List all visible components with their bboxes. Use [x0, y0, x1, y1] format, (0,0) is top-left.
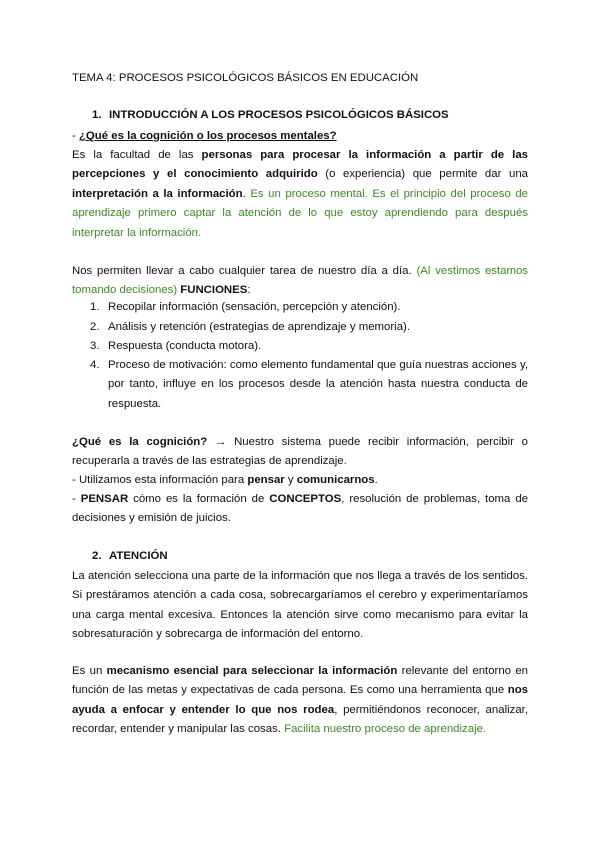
paragraph-cognition: Es la facultad de las personas para procesar la información a partir de las percepciones y el conocimiento adquirido (o experiencia) que permite dar una interpretación a la información. Es un proceso mental. Es el principio del proceso de aprendizaje primero captar la atención de lo que estoy aprendiendo para después interpretar la información. — [72, 149, 529, 239]
green-note: Es un proceso mental. Es el principio del proceso de aprendizaje primero captar la atención de lo que estoy aprendiendo para después interpretar la información. — [72, 187, 529, 239]
section-title: INTRODUCCIÓN A LOS PROCESOS PSICOLÓGICOS BÁSICOS — [109, 109, 449, 121]
list-item: 2. Análisis y retención (estrategias de aprendizaje y memoria). — [90, 321, 410, 333]
paragraph-think: - PENSAR cómo es la formación de CONCEPTOS, resolución de problemas, toma de decisiones y emisión de juicios. — [72, 493, 528, 525]
green-note: Facilita nuestro proceso de aprendizaje. — [284, 723, 487, 736]
section-title: ATENCIÓN — [109, 550, 168, 562]
section-2-heading — [92, 547, 528, 566]
section-1-heading — [92, 106, 528, 125]
list-item: 1. Recopilar información (sensación, percepción y atención). — [90, 301, 401, 313]
paragraph-what-is-cognition: ¿Qué es la cognición? → Nuestro sistema puede recibir información, percibir o recuperarla a través de las estrategias de aprendizaje. — [72, 436, 528, 468]
list-item: 4. Proceso de motivación: como elemento fundamental que guía nuestras acciones y, por tanto, influye en los procesos desde la atención hasta nuestra conducta de respuesta. — [90, 359, 528, 410]
question-text: ¿Qué es la cognición o los procesos mentales? — [78, 130, 337, 142]
document-title: TEMA 4: PROCESOS PSICOLÓGICOS BÁSICOS EN EDUCACIÓN — [72, 72, 419, 84]
question-line: - ¿Qué es la cognición o los procesos mentales? — [72, 130, 337, 142]
list-item: 3. Respuesta (conducta motora). — [90, 340, 262, 352]
paragraph-functions: Nos permiten llevar a cabo cualquier tarea de nuestro día a día. (Al vestimos estamos tomando decisiones) FUNCIONES: — [72, 265, 528, 297]
green-note: (Al vestimos estamos tomando decisiones) — [72, 265, 528, 297]
section-number: 2. — [92, 550, 102, 562]
paragraph-use-information: - Utilizamos esta información para pensar y comunicarnos. — [72, 474, 378, 486]
paragraph-attention: La atención selecciona una parte de la información que nos llega a través de los sentidos. Si prestáramos atención a cada cosa, sobrecargaríamos el cerebro y experimentaríamos una carga mental excesiva. Entonces la atención sirve como mecanismo para evitar la sobresaturación y sobrecarga de información del entorno. — [72, 570, 528, 641]
paragraph-mechanism: Es un mecanismo esencial para seleccionar la información relevante del entorno en función de las metas y expectativas de cada persona. Es como una herramienta que nos ayuda a enfocar y entender lo que nos rodea, permitiéndonos reconocer, analizar, recordar, entender y manipular las cosas. Facilita nuestro proceso de aprendizaje. — [72, 665, 528, 736]
section-number: 1. — [92, 109, 102, 121]
